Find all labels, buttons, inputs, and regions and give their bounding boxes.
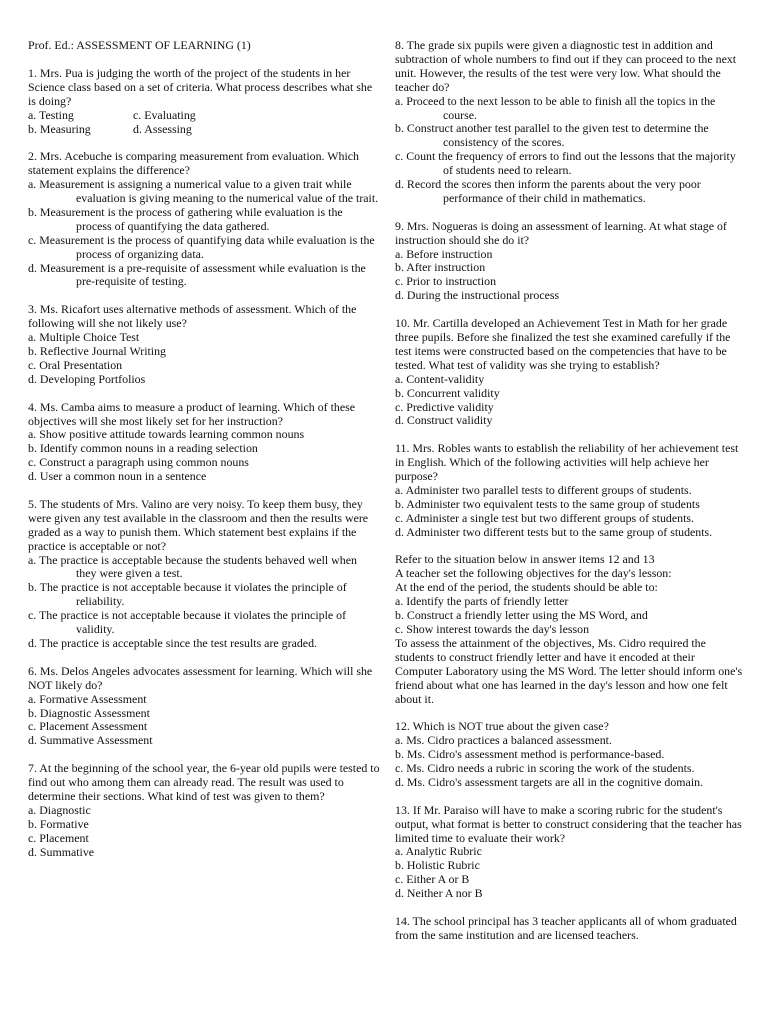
option-a: a. Formative Assessment <box>28 691 147 706</box>
question-stem: 12. Which is NOT true about the given case? <box>395 719 609 734</box>
situation-objective: a. Identify the parts of friendly letter <box>395 594 569 609</box>
right-column <box>395 39 745 957</box>
option-b: b. Administer two equivalent tests to the same group of students <box>395 496 700 511</box>
option-b: b. After instruction <box>395 260 486 275</box>
question-9 <box>395 220 745 303</box>
option-b: b. Identify common nouns in a reading selection <box>28 441 258 456</box>
option-c: c. The practice is not acceptable because it violates the principle of validity. <box>28 608 347 637</box>
option-c: c. Predictive validity <box>395 399 494 414</box>
option-b: b. Ms. Cidro's assessment method is performance-based. <box>395 747 665 762</box>
option-c: c. Measurement is the process of quantifying data while evaluation is the process of organizing data. <box>28 232 375 261</box>
question-stem: 3. Ms. Ricafort uses alternative methods of assessment. Which of the following will she not likely use? <box>28 302 357 331</box>
option-d: d. Assessing <box>133 121 192 136</box>
option-b: b. Concurrent validity <box>395 385 500 400</box>
question-stem: 6. Ms. Delos Angeles advocates assessment for learning. Which will she NOT likely do? <box>28 663 373 692</box>
question-12 <box>395 720 745 790</box>
option-b: b. Reflective Journal Writing <box>28 344 166 358</box>
option-d: d. During the instructional process <box>395 288 560 303</box>
option-b: b. Diagnostic Assessment <box>28 705 150 720</box>
situation-line: Refer to the situation below in answer items 12 and 13 <box>395 552 655 567</box>
option-d: d. Administer two different tests but to the same group of students. <box>395 524 713 539</box>
option-c: c. Either A or B <box>395 872 470 887</box>
question-1 <box>28 67 380 137</box>
option-c: c. Count the frequency of errors to find out the lessons that the majority of students need to relearn. <box>395 149 736 178</box>
question-10 <box>395 317 745 428</box>
option-b: b. Construct another test parallel to the given test to determine the consistency of the scores. <box>395 121 709 150</box>
option-a: a. Administer two parallel tests to different groups of students. <box>395 482 692 497</box>
situation-block <box>395 553 745 706</box>
left-column <box>28 39 380 873</box>
option-a: a. Proceed to the next lesson to be able to finish all the topics in the course. <box>395 93 716 122</box>
situation-objective: c. Show interest towards the day's lesson <box>395 622 590 636</box>
question-stem: 11. Mrs. Robles wants to establish the reliability of her achievement test in English. Which of the following activities will help achieve her purpose? <box>395 441 739 484</box>
option-a: a. Ms. Cidro practices a balanced assessment. <box>395 733 612 748</box>
option-c: c. Placement <box>28 830 89 845</box>
question-stem: 5. The students of Mrs. Valino are very noisy. To keep them busy, they were given any test available in the classroom and then the results were graded as a way to punish them. Which statement best explains if the practice is acceptable or not? <box>28 496 369 553</box>
option-a: a. Multiple Choice Test <box>28 330 140 345</box>
question-stem: 4. Ms. Camba aims to measure a product of learning. Which of these objectives will she most likely set for her instruction? <box>28 399 356 428</box>
option-a: a. Testing <box>28 107 74 122</box>
question-stem: 10. Mr. Cartilla developed an Achievement Test in Math for her grade three pupils. Before she finalized the test she examined carefully if the test items were constructed based on the competencies that have to be tested. What test of validity was she trying to establish? <box>395 316 731 372</box>
question-6 <box>28 665 380 748</box>
situation-objective: b. Construct a friendly letter using the MS Word, and <box>395 608 648 623</box>
option-b: b. Formative <box>28 816 89 831</box>
option-d: d. Ms. Cidro's assessment targets are all in the cognitive domain. <box>395 774 704 789</box>
option-a: a. Before instruction <box>395 246 493 261</box>
document-title: Prof. Ed.: ASSESSMENT OF LEARNING (1) <box>28 38 251 52</box>
situation-line: At the end of the period, the students should be able to: <box>395 580 658 595</box>
option-a: a. Diagnostic <box>28 802 91 817</box>
option-b: b. Measurement is the process of gathering while evaluation is the process of quantifying the data gathered. <box>28 204 343 233</box>
option-a: a. The practice is acceptable because the students behaved well when they were given a test. <box>28 552 357 581</box>
option-c: c. Construct a paragraph using common nouns <box>28 455 249 470</box>
option-d: d. Summative Assessment <box>28 733 153 748</box>
question-stem: 13. If Mr. Paraiso will have to make a scoring rubric for the student's output, what format is better to construct considering that the teacher has limited time to evaluate their work? <box>395 802 742 845</box>
question-7 <box>28 762 380 859</box>
option-d: d. The practice is acceptable since the test results are graded. <box>28 636 317 650</box>
option-d: d. Developing Portfolios <box>28 371 146 386</box>
question-stem: 2. Mrs. Acebuche is comparing measurement from evaluation. Which statement explains the difference? <box>28 149 359 178</box>
option-b: b. The practice is not acceptable because it violates the principle of reliability. <box>28 580 347 609</box>
option-d: d. Measurement is a pre-requisite of assessment while evaluation is the pre-requisite of testing. <box>28 260 366 289</box>
option-a: a. Measurement is assigning a numerical value to a given trait while evaluation is giving meaning to the numerical value of the trait. <box>28 177 379 206</box>
option-c: c. Placement Assessment <box>28 719 148 734</box>
question-2 <box>28 150 380 289</box>
question-5 <box>28 498 380 651</box>
option-c: c. Administer a single test but two different groups of students. <box>395 510 694 525</box>
question-stem: 8. The grade six pupils were given a diagnostic test in addition and subtraction of whole numbers to find out if they can proceed to the next unit. However, the results of the test were very low. What should the teacher do? <box>395 38 737 94</box>
option-grid <box>28 109 380 137</box>
option-d: d. User a common noun in a sentence <box>28 469 207 484</box>
option-d: d. Neither A nor B <box>395 886 483 901</box>
option-a: a. Content-validity <box>395 371 485 386</box>
option-c: c. Ms. Cidro needs a rubric in scoring the work of the students. <box>395 761 695 776</box>
question-stem: 14. The school principal has 3 teacher applicants all of whom graduated from the same institution and are licensed teachers. <box>395 913 737 942</box>
option-d: d. Construct validity <box>395 413 493 428</box>
question-stem: 9. Mrs. Nogueras is doing an assessment of learning. At what stage of instruction should she do it? <box>395 218 727 247</box>
option-c: c. Oral Presentation <box>28 357 123 372</box>
situation-paragraph: To assess the attainment of the objectives, Ms. Cidro required the students to construct friendly letter and have it encoded at their Computer Laboratory using the MS Word. The letter should inform one's friend about what one has learned in the day's lesson and how one felt about it. <box>395 635 743 706</box>
question-11 <box>395 442 745 539</box>
option-b: b. Measuring <box>28 121 91 136</box>
question-13 <box>395 804 745 901</box>
option-d: d. Record the scores then inform the parents about the very poor performance of their child in mathematics. <box>395 177 701 205</box>
situation-line: A teacher set the following objectives for the day's lesson: <box>395 566 672 581</box>
question-3 <box>28 303 380 386</box>
question-stem: 7. At the beginning of the school year, the 6-year old pupils were tested to find out who among them can already read. The result was used to determine their sections. What kind of test was given to them? <box>28 761 380 803</box>
option-a: a. Show positive attitude towards learning common nouns <box>28 427 305 442</box>
question-14 <box>395 915 745 943</box>
option-c: c. Evaluating <box>133 107 196 122</box>
option-d: d. Summative <box>28 844 95 859</box>
option-b: b. Holistic Rubric <box>395 858 480 873</box>
question-stem: 1. Mrs. Pua is judging the worth of the project of the students in her Science class based on a set of criteria. What process describes what she is doing? <box>28 65 373 108</box>
question-8 <box>395 39 745 206</box>
question-4 <box>28 401 380 484</box>
option-a: a. Analytic Rubric <box>395 844 482 859</box>
option-c: c. Prior to instruction <box>395 274 497 289</box>
